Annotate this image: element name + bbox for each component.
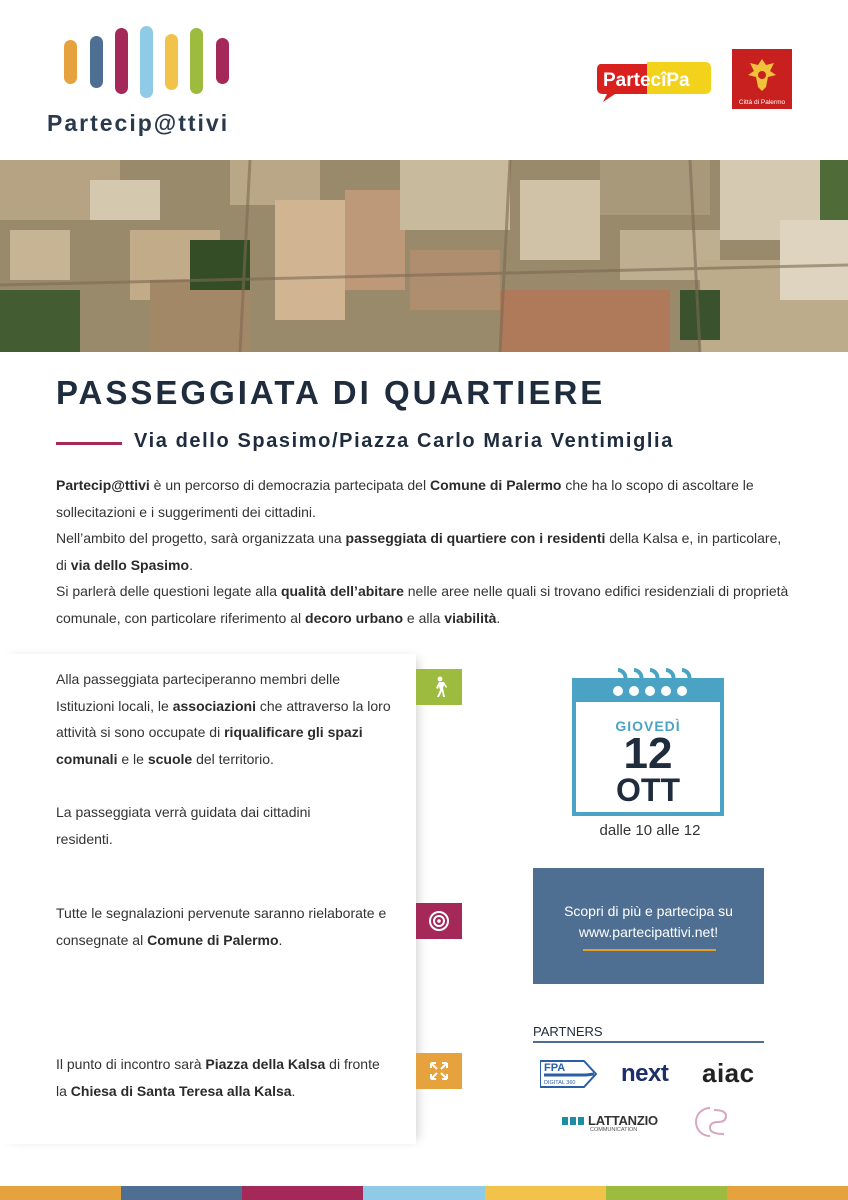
stripe-segment (0, 1186, 121, 1200)
intro-paragraph-1: Partecip@ttivi è un percorso di democrazia partecipata del Comune di Palermo che ha lo scopo di ascoltare le sollecitazioni e i suggerimenti dei cittadini. (56, 477, 754, 520)
stripe-segment (242, 1186, 363, 1200)
partecipa-logo-text: PartecîPa (603, 70, 690, 91)
bottom-color-stripe (0, 1186, 848, 1200)
target-icon (416, 903, 462, 939)
partners-divider (533, 1041, 764, 1043)
page-subtitle: Via dello Spasimo/Piazza Carlo Maria Ventimiglia (134, 430, 674, 452)
calendar-day: GIOVEDÌ (615, 718, 681, 734)
website-link[interactable]: www.partecipattivi.net! (578, 924, 719, 940)
aiac-logo: aiac (702, 1058, 755, 1088)
stripe-segment (485, 1186, 606, 1200)
page-title: PASSEGGIATA DI QUARTIERE (56, 374, 606, 411)
event-time: dalle 10 alle 12 (599, 822, 701, 839)
cta-line-1: Scopri di più e partecipa su (564, 903, 733, 919)
stripe-segment (727, 1186, 848, 1200)
next-logo: next (621, 1060, 669, 1087)
walking-person-icon (416, 669, 462, 705)
intro-paragraph-2: Nell’ambito del progetto, sarà organizzata una passeggiata di quartiere con i residenti della Kalsa e, in particolare, di via dello Spasimo. (56, 530, 782, 573)
hero-aerial-image (0, 160, 848, 352)
cs-logo (688, 1104, 732, 1145)
cta-underline (583, 949, 716, 951)
palermo-coat-of-arms (732, 49, 792, 109)
intro-paragraph-3: Si parlerà delle questioni legate alla qualità dell’abitare nelle aree nelle quali si trovano edifici residenziali di proprietà comunale, con particolare riferimento al decoro urbano e alla viabilità. (56, 583, 789, 626)
move-arrows-icon (416, 1053, 462, 1089)
calendar-date-number: 12 (623, 729, 673, 778)
intro-text (56, 472, 796, 631)
partners-heading: PARTNERS (533, 1024, 603, 1039)
brand-wordmark: Partecip@ttivi (47, 110, 230, 136)
guide-paragraph: La passeggiata verrà guidata dai cittadini residenti. (56, 804, 311, 847)
website-cta-box[interactable] (533, 868, 764, 984)
lattanzio-sub: COMMUNICATION (590, 1127, 638, 1133)
partecipattivi-logo-bars (64, 26, 234, 98)
participants-paragraph: Alla passeggiata parteciperanno membri delle Istituzioni locali, le associazioni che attraverso la loro attività si sono occupate di riqualificare gli spazi comunali e le scuole del territorio. (56, 671, 391, 767)
meeting-point-paragraph: Il punto di incontro sarà Piazza della Kalsa di fronte la Chiesa di Santa Teresa alla Kalsa. (56, 1056, 380, 1099)
stripe-segment (121, 1186, 242, 1200)
svg-text:DIGITAL 360: DIGITAL 360 (544, 1080, 576, 1086)
partecipa-logo (595, 58, 713, 102)
calendar-month: OTT (616, 772, 680, 808)
lattanzio-logo (562, 1113, 658, 1133)
subtitle-divider (56, 442, 122, 445)
lattanzio-name: LATTANZIO (588, 1113, 658, 1128)
palermo-label: Città di Palermo (738, 99, 786, 106)
fpa-logo (540, 1057, 598, 1096)
svg-text:FPA: FPA (544, 1062, 566, 1074)
reports-paragraph: Tutte le segnalazioni pervenute saranno rielaborate e consegnate al Comune di Palermo. (56, 905, 387, 948)
stripe-segment (363, 1186, 484, 1200)
stripe-segment (606, 1186, 727, 1200)
lattanzio-squares-icon (562, 1116, 584, 1126)
